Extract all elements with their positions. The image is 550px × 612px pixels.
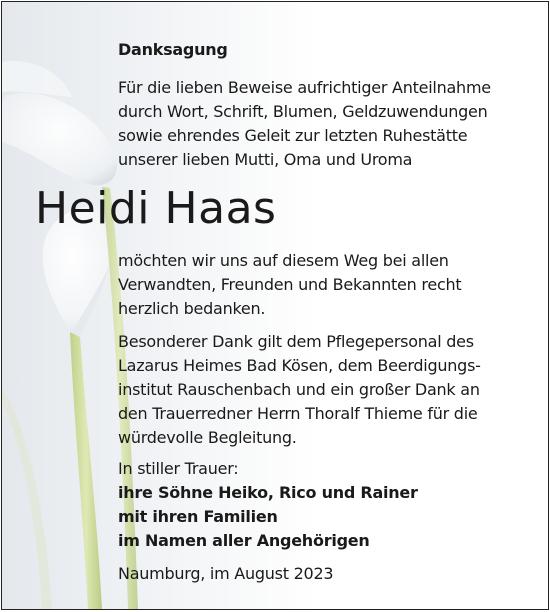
- thanks-line: möchten wir uns auf diesem Weg bei allen: [118, 251, 449, 270]
- obituary-notice: [1, 1, 549, 610]
- thanks-paragraph: [118, 249, 461, 321]
- mourning-label: In stiller Trauer:: [118, 459, 239, 478]
- special-line: institut Rauschenbach und ein großer Dank an: [118, 380, 480, 399]
- deceased-name: Heidi Haas: [35, 183, 277, 234]
- mourner-line: im Namen aller Angehörigen: [118, 531, 370, 550]
- intro-line: durch Wort, Schrift, Blumen, Geldzuwendungen: [118, 102, 488, 121]
- mourner-line: ihre Söhne Heiko, Rico und Rainer: [118, 483, 418, 502]
- thanks-line: herzlich bedanken.: [118, 299, 266, 318]
- special-line: würdevolle Begleitung.: [118, 428, 297, 447]
- place-date: Naumburg, im August 2023: [118, 564, 334, 583]
- thanks-line: Verwandten, Freunden und Bekannten recht: [118, 275, 462, 294]
- special-line: den Trauerredner Herrn Thoralf Thieme für die: [118, 404, 478, 423]
- intro-line: unserer lieben Mutti, Oma und Uroma: [118, 150, 413, 169]
- mourner-line: mit ihren Familien: [118, 507, 278, 526]
- intro-line: Für die lieben Beweise aufrichtiger Anteilnahme: [118, 78, 491, 97]
- intro-line: sowie ehrendes Geleit zur letzten Ruhestätte: [118, 126, 468, 145]
- special-thanks-paragraph: [118, 330, 481, 450]
- mourners-block: [118, 457, 418, 553]
- intro-paragraph: [118, 76, 491, 172]
- special-line: Besonderer Dank gilt dem Pflegepersonal des: [118, 332, 474, 351]
- special-line: Lazarus Heimes Bad Kösen, dem Beerdigungs-: [118, 356, 481, 375]
- heading-danksagung: Danksagung: [118, 40, 228, 59]
